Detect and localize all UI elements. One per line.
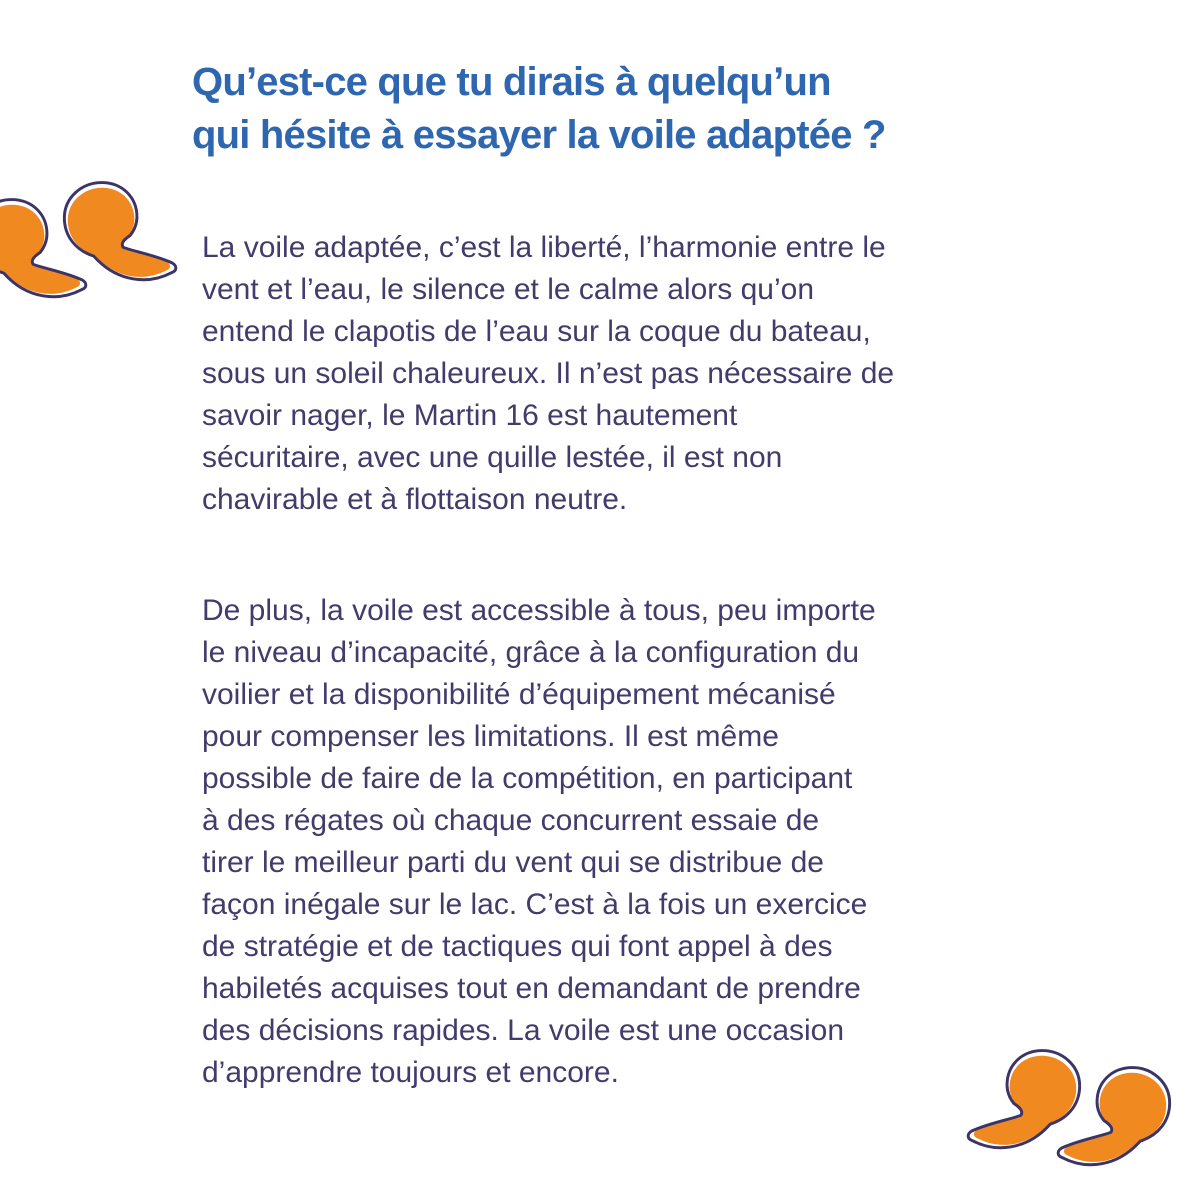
text-line: possible de faire de la compétition, en participant [202,762,853,795]
text-line: des décisions rapides. La voile est une occasion [202,1014,845,1047]
opening-quote-icon [0,184,179,314]
open-quote-comma-right [64,183,175,280]
text-line: voilier et la disponibilité d’équipement mécanisé [202,678,836,711]
text-line: entend le clapotis de l’eau sur la coque du bateau, [202,315,871,348]
text-line: à des régates où chaque concurrent essaie de [202,804,820,837]
text-line: La voile adaptée, c’est la liberté, l’harmonie entre le [202,231,886,264]
close-quote-comma-right [1058,1068,1169,1165]
text-line: sous un soleil chaleureux. Il n’est pas nécessaire de [202,357,895,390]
answer-paragraph-2 [202,590,1062,1094]
text-line: d’apprendre toujours et encore. [202,1056,619,1089]
text-line: sécuritaire, avec une quille lestée, il est non [202,441,783,474]
text-line: habiletés acquises tout en demandant de prendre [202,972,861,1005]
text-line: chavirable et à flottaison neutre. [202,483,628,516]
text-line: façon inégale sur le lac. C’est à la fois un exercice [202,888,868,921]
text-line: tirer le meilleur parti du vent qui se distribue de [202,846,824,879]
text-line: savoir nager, le Martin 16 est hautement [202,399,738,432]
answer-paragraph-1 [202,227,1062,521]
text-line: pour compenser les limitations. Il est même [202,720,779,753]
question-line-1: Qu’est-ce que tu dirais à quelqu’un [192,60,831,104]
text-line: De plus, la voile est accessible à tous, peu importe [202,594,876,627]
text-line: vent et l’eau, le silence et le calme alors qu’on [202,273,815,306]
answer-text [202,227,1062,1094]
text-line: le niveau d’incapacité, grâce à la configuration du [202,636,860,669]
open-quote-comma-left [0,200,86,297]
question-line-2: qui hésite à essayer la voile adaptée ? [192,113,886,157]
text-line: de stratégie et de tactiques qui font appel à des [202,930,833,963]
question-heading [192,56,1152,162]
